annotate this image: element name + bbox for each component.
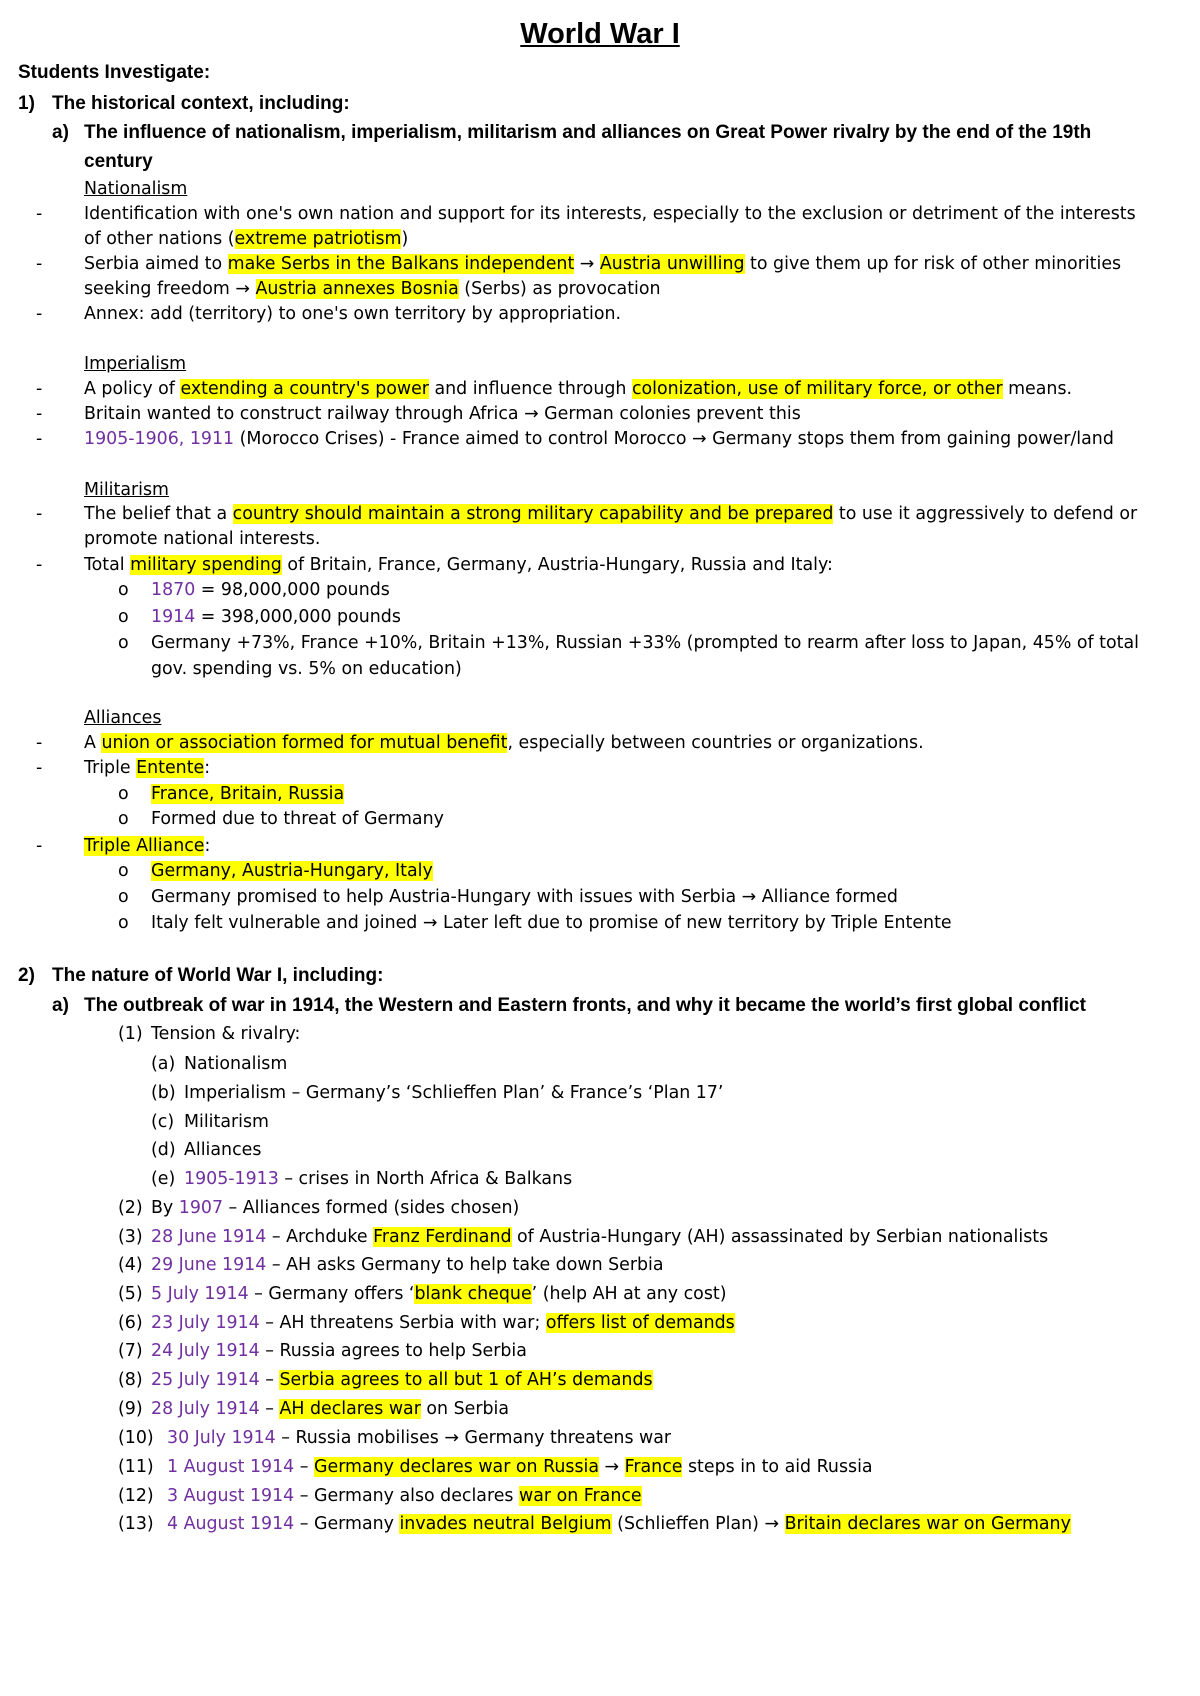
highlight: extending a country's power [180, 379, 429, 399]
intro-heading: Students Investigate: [18, 62, 211, 83]
date-text: 28 July 1914 [151, 1399, 260, 1419]
highlight: country should maintain a strong military capability and be prepared [232, 504, 834, 524]
alliances-bullet-1: A union or association formed for mutual benefit, especially between countries or organizations. [84, 733, 924, 753]
date-text: 3 August 1914 [167, 1486, 295, 1506]
tension-item-e: 1905-1913 – crises in North Africa & Balkans [184, 1169, 573, 1189]
militarism-sub-3-line-2: gov. spending vs. 5% on education) [151, 659, 462, 679]
date-text: 25 July 1914 [151, 1370, 260, 1390]
timeline-item-9: 28 July 1914 – AH declares war on Serbia [151, 1399, 510, 1419]
nationalism-bullet-2-line-2: seeking freedom → Austria annexes Bosnia (Serbs) as provocation [84, 279, 661, 299]
dash-marker: - [36, 204, 43, 224]
tension-item-b: Imperialism – Germany’s ‘Schlieffen Plan’ & France’s ‘Plan 17’ [184, 1083, 724, 1103]
date-text: 24 July 1914 [151, 1341, 260, 1361]
imperialism-bullet-1: A policy of extending a country's power and influence through colonization, use of military force, or other means. [84, 379, 1073, 399]
timeline-item-4: 29 June 1914 – AH asks Germany to help take down Serbia [151, 1255, 664, 1275]
timeline-number: (4) [118, 1255, 143, 1275]
highlight: Entente [136, 758, 205, 778]
militarism-sub-3-line-1: Germany +73%, France +10%, Britain +13%, Russian +33% (prompted to rearm after loss to Japan, 45% of total [151, 633, 1139, 653]
timeline-item-6: 23 July 1914 – AH threatens Serbia with war; offers list of demands [151, 1313, 735, 1333]
highlight: make Serbs in the Balkans independent [227, 254, 575, 274]
date-text: 1870 [151, 580, 196, 600]
circle-marker: o [118, 633, 129, 653]
tension-item-c: Militarism [184, 1112, 269, 1132]
imperialism-bullet-3: 1905-1906, 1911 (Morocco Crises) - France aimed to control Morocco → Germany stops them from gaining power/land [84, 429, 1114, 449]
timeline-number: (7) [118, 1341, 143, 1361]
date-text: 1905-1913 [184, 1169, 279, 1189]
circle-marker: o [118, 607, 129, 627]
militarism-bullet-2: Total military spending of Britain, France, Germany, Austria-Hungary, Russia and Italy: [84, 555, 833, 575]
alliance-sub-2: Germany promised to help Austria-Hungary with issues with Serbia → Alliance formed [151, 887, 898, 907]
timeline-number: (11) [118, 1457, 154, 1477]
highlight: war on France [519, 1486, 642, 1506]
date-text: 30 July 1914 [167, 1428, 276, 1448]
dash-marker: - [36, 379, 43, 399]
dash-marker: - [36, 836, 43, 856]
timeline-item-13: 4 August 1914 – Germany invades neutral Belgium (Schlieffen Plan) → Britain declares war on Germany [167, 1514, 1071, 1534]
timeline-number: (13) [118, 1514, 154, 1534]
highlight: France [624, 1457, 683, 1477]
timeline-item-8: 25 July 1914 – Serbia agrees to all but 1 of AH’s demands [151, 1370, 653, 1390]
date-text: 28 June 1914 [151, 1227, 267, 1247]
timeline-number: (3) [118, 1227, 143, 1247]
circle-marker: o [118, 861, 129, 881]
section-1a-heading-line-2: century [84, 151, 153, 172]
imperialism-heading: Imperialism [84, 354, 187, 374]
timeline-number: (10) [118, 1428, 154, 1448]
dash-marker: - [36, 404, 43, 424]
circle-marker: o [118, 784, 129, 804]
alliance-sub-3: Italy felt vulnerable and joined → Later left due to promise of new territory by Triple Entente [151, 913, 952, 933]
highlight: colonization, use of military force, or other [631, 379, 1003, 399]
date-text: 1907 [178, 1198, 224, 1218]
highlight: invades neutral Belgium [399, 1514, 612, 1534]
circle-marker: o [118, 580, 129, 600]
highlight: extreme patriotism [234, 229, 402, 249]
circle-marker: o [118, 913, 129, 933]
sub-letter: (a) [151, 1054, 176, 1074]
sub-letter: (c) [151, 1112, 175, 1132]
highlight: offers list of demands [545, 1313, 735, 1333]
militarism-heading: Militarism [84, 480, 169, 500]
circle-marker: o [118, 809, 129, 829]
timeline-number: (2) [118, 1198, 143, 1218]
timeline-number: (1) [118, 1024, 143, 1044]
page-title: World War I [520, 18, 680, 50]
date-text: 1 August 1914 [167, 1457, 295, 1477]
dash-marker: - [36, 504, 43, 524]
timeline-item-11: 1 August 1914 – Germany declares war on Russia → France steps in to aid Russia [167, 1457, 873, 1477]
section-2-heading: The nature of World War I, including: [52, 965, 384, 986]
sub-letter: (b) [151, 1083, 176, 1103]
nationalism-heading: Nationalism [84, 179, 188, 199]
nationalism-bullet-1-line-2: of other nations (extreme patriotism) [84, 229, 409, 249]
highlight: France, Britain, Russia [151, 784, 345, 804]
section-2-number: 2) [18, 965, 35, 986]
timeline-item-3: 28 June 1914 – Archduke Franz Ferdinand of Austria-Hungary (AH) assassinated by Serbian nationalists [151, 1227, 1049, 1247]
militarism-sub-1: 1870 = 98,000,000 pounds [151, 580, 390, 600]
highlight: Germany declares war on Russia [314, 1457, 599, 1477]
timeline-number: (5) [118, 1284, 143, 1304]
highlight: Franz Ferdinand [373, 1227, 512, 1247]
date-text: 29 June 1914 [151, 1255, 267, 1275]
dash-marker: - [36, 304, 43, 324]
section-1a-heading-line-1: The influence of nationalism, imperialism, militarism and alliances on Great Power rivalry by the end of the 19th [84, 122, 1092, 143]
militarism-bullet-1-line-1: The belief that a country should maintain a strong military capability and be prepared to use it aggressively to defend or [84, 504, 1138, 524]
militarism-sub-2: 1914 = 398,000,000 pounds [151, 607, 401, 627]
highlight: AH declares war [279, 1399, 421, 1419]
date-text: 4 August 1914 [167, 1514, 295, 1534]
highlight: union or association formed for mutual benefit [101, 733, 508, 753]
alliances-bullet-2: Triple Entente: [84, 758, 211, 778]
section-2a-heading: The outbreak of war in 1914, the Western and Eastern fronts, and why it became the world’s first global conflict [84, 995, 1086, 1016]
date-text: 1905-1906, 1911 [84, 429, 235, 449]
date-text: 1914 [151, 607, 196, 627]
tension-heading: Tension & rivalry: [151, 1024, 301, 1044]
dash-marker: - [36, 429, 43, 449]
timeline-item-2: By 1907 – Alliances formed (sides chosen) [151, 1198, 520, 1218]
dash-marker: - [36, 254, 43, 274]
imperialism-bullet-2: Britain wanted to construct railway through Africa → German colonies prevent this [84, 404, 801, 424]
entente-sub-2: Formed due to threat of Germany [151, 809, 444, 829]
section-1-number: 1) [18, 93, 35, 114]
timeline-number: (12) [118, 1486, 154, 1506]
highlight: military spending [130, 555, 282, 575]
timeline-number: (9) [118, 1399, 143, 1419]
timeline-number: (8) [118, 1370, 143, 1390]
highlight: Austria unwilling [599, 254, 745, 274]
sub-letter: (d) [151, 1140, 176, 1160]
timeline-item-5: 5 July 1914 – Germany offers ‘blank cheque’ (help AH at any cost) [151, 1284, 727, 1304]
alliance-sub-1 [151, 859, 433, 883]
alliances-bullet-3: Triple Alliance: [84, 836, 211, 856]
highlight: Austria annexes Bosnia [255, 279, 459, 299]
sub-letter: (e) [151, 1169, 176, 1189]
dash-marker: - [36, 733, 43, 753]
section-2a-letter: a) [52, 995, 69, 1016]
date-text: 5 July 1914 [151, 1284, 249, 1304]
nationalism-bullet-2-line-1: Serbia aimed to make Serbs in the Balkans independent → Austria unwilling to give them up for risk of other minorities [84, 254, 1122, 274]
entente-sub-1 [151, 782, 344, 806]
dash-marker: - [36, 555, 43, 575]
tension-item-a: Nationalism [184, 1054, 288, 1074]
timeline-item-12: 3 August 1914 – Germany also declares war on France [167, 1486, 642, 1506]
highlight: Germany, Austria-Hungary, Italy [151, 861, 433, 881]
section-1a-letter: a) [52, 122, 69, 143]
highlight: Britain declares war on Germany [784, 1514, 1071, 1534]
alliances-heading: Alliances [84, 708, 162, 728]
highlight: Serbia agrees to all but 1 of AH’s demands [279, 1370, 653, 1390]
nationalism-bullet-3: Annex: add (territory) to one's own territory by appropriation. [84, 304, 622, 324]
timeline-number: (6) [118, 1313, 143, 1333]
militarism-bullet-1-line-2: promote national interests. [84, 529, 321, 549]
highlight: blank cheque [414, 1284, 532, 1304]
dash-marker: - [36, 758, 43, 778]
nationalism-bullet-1-line-1: Identification with one's own nation and support for its interests, especially to the exclusion or detriment of the interests [84, 204, 1136, 224]
timeline-item-10: 30 July 1914 – Russia mobilises → Germany threatens war [167, 1428, 672, 1448]
section-1-heading: The historical context, including: [52, 93, 350, 114]
circle-marker: o [118, 887, 129, 907]
date-text: 23 July 1914 [151, 1313, 260, 1333]
timeline-item-7: 24 July 1914 – Russia agrees to help Serbia [151, 1341, 527, 1361]
highlight: Triple Alliance [84, 836, 205, 856]
tension-item-d: Alliances [184, 1140, 262, 1160]
